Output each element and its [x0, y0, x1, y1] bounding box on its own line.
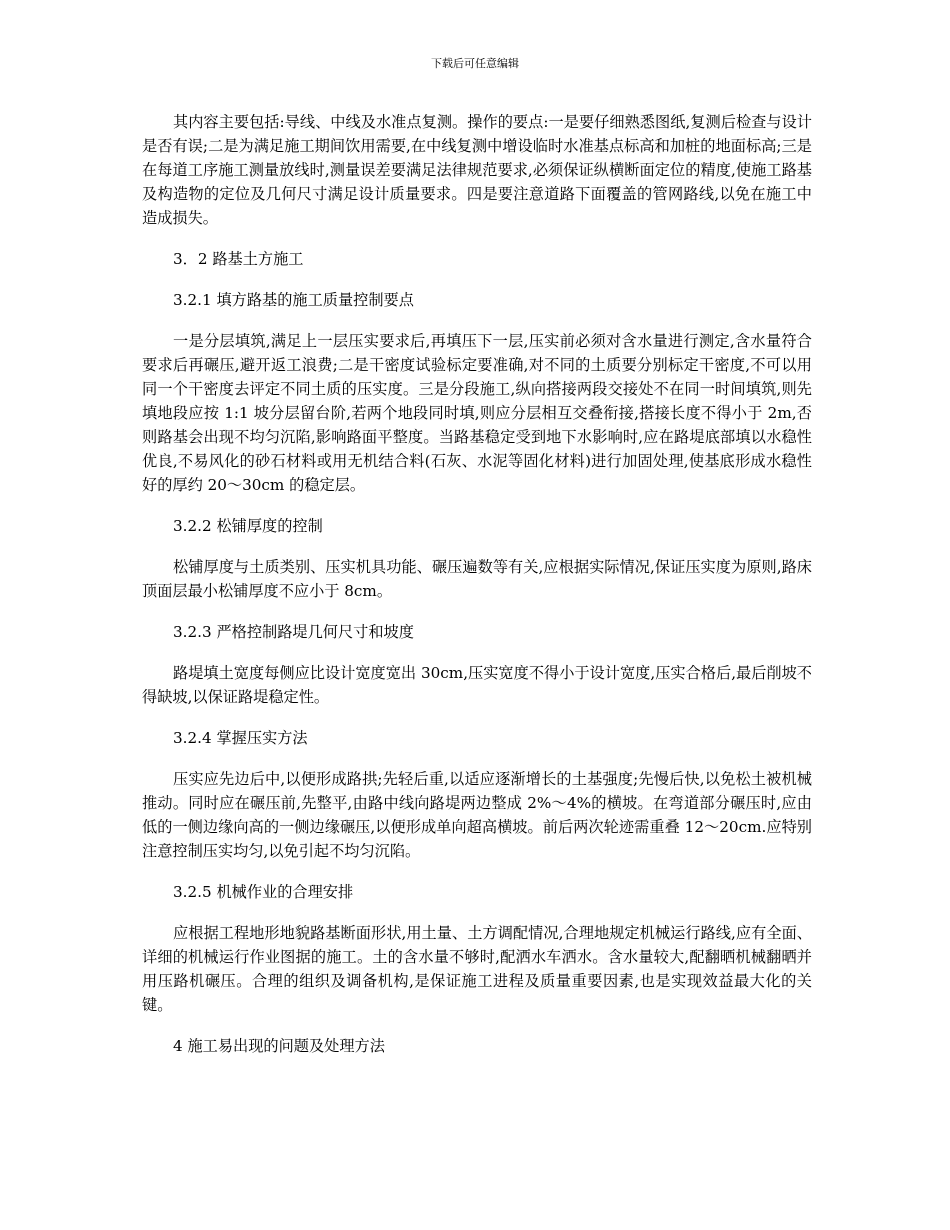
paragraph: 应根据工程地形地貌路基断面形状,用土量、土方调配情况,合理地规定机械运行路线,应有全面、详细的机械运行作业图据的施工。土的含水量不够时,配洒水车洒水。含水量较大,配翻晒机械翻晒并用压路机碾压。合理的组织及调备机构,是保证施工进程及质量重要因素,也是实现效益最大化的关键。 — [142, 924, 812, 1014]
paragraph: 一是分层填筑,满足上一层压实要求后,再填压下一层,压实前必须对含水量进行测定,含水量符合要求后再碾压,避开返工浪费;二是干密度试验标定要准确,对不同的土质要分别标定干密度,不可以用同一个干密度去评定不同土质的压实度。三是分段施工,纵向搭接两段交接处不在同一时间填筑,则先填地段应按 1:1 坡分层留台阶,若两个地段同时填,则应分层相互交叠衔接,搭接长度不得小于 2m,否则路基会出现不均匀沉陷,影响路面平整度。当路基稳定受到地下水影响时,应在路堤底部填以水稳性优良,不易风化的砂石材料或用无机结合料(石灰、水泥等固化材料)进行加固处理,使基底形成水稳性好的厚约 20～30cm 的稳定层。 — [142, 332, 812, 494]
subsection-heading: 3.2.1 填方路基的施工质量控制要点 — [173, 291, 414, 309]
section-heading: 3．2 路基土方施工 — [173, 250, 304, 268]
section-heading: 4 施工易出现的问题及处理方法 — [173, 1037, 385, 1055]
subsection-heading: 3.2.5 机械作业的合理安排 — [173, 883, 354, 901]
header-note: 下载后可任意编辑 — [431, 57, 519, 70]
subsection-heading: 3.2.3 严格控制路堤几何尺寸和坡度 — [173, 623, 414, 641]
paragraph: 松铺厚度与土质类别、压实机具功能、碾压遍数等有关,应根据实际情况,保证压实度为原则,路床顶面层最小松铺厚度不应小于 8cm。 — [142, 558, 812, 600]
document-body — [142, 110, 812, 1075]
subsection-heading: 3.2.2 松铺厚度的控制 — [173, 517, 323, 535]
paragraph: 路堤填土宽度每侧应比设计宽度宽出 30cm,压实宽度不得小于设计宽度,压实合格后,最后削坡不得缺坡,以保证路堤稳定性。 — [142, 664, 812, 706]
paragraph: 压实应先边后中,以便形成路拱;先轻后重,以适应逐渐增长的土基强度;先慢后快,以免松土被机械推动。同时应在碾压前,先整平,由路中线向路堤两边整成 2%～4%的横坡。在弯道部分碾压时,应由低的一侧边缘向高的一侧边缘碾压,以便形成单向超高横坡。前后两次轮迹需重叠 12～20cm.应特别注意控制压实均匀,以免引起不均匀沉陷。 — [142, 770, 812, 860]
paragraph: 其内容主要包括:导线、中线及水准点复测。操作的要点:一是要仔细熟悉图纸,复测后检查与设计是否有误;二是为满足施工期间饮用需要,在中线复测中增设临时水准基点标高和加桩的地面标高;三是在每道工序施工测量放线时,测量误差要满足法律规范要求,必须保证纵横断面定位的精度,使施工路基及构造物的定位及几何尺寸满足设计质量要求。四是要注意道路下面覆盖的管网路线,以免在施工中造成损失。 — [142, 113, 812, 227]
subsection-heading: 3.2.4 掌握压实方法 — [173, 729, 308, 747]
